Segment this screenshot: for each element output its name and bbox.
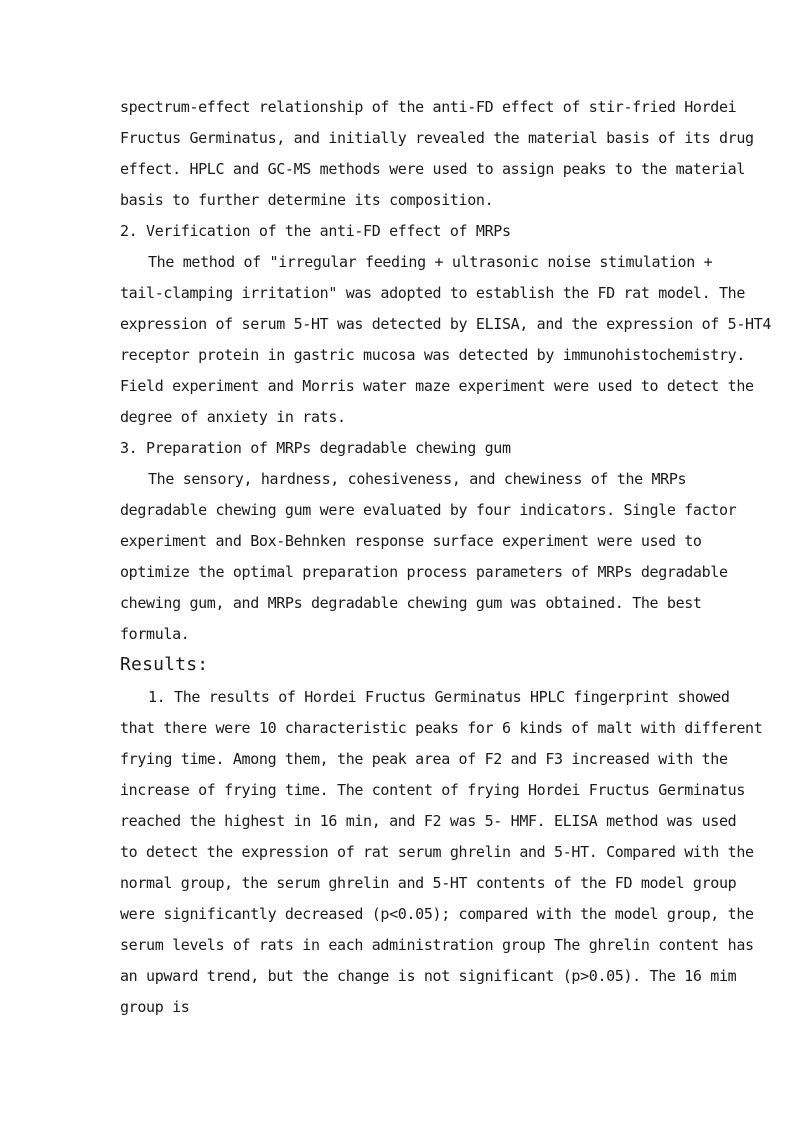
text-line: an upward trend, but the change is not significant (p>0.05). The 16 mim	[120, 967, 737, 985]
section-2-heading: 2. Verification of the anti-FD effect of MRPs	[120, 222, 511, 240]
text-line: serum levels of rats in each administration group The ghrelin content has	[120, 936, 754, 954]
intro-paragraph	[120, 92, 754, 216]
results-paragraph	[120, 682, 763, 1023]
text-line: spectrum-effect relationship of the anti-FD effect of stir-fried Hordei	[120, 98, 737, 116]
text-line: were significantly decreased (p<0.05); compared with the model group, the	[120, 905, 754, 923]
text-line: reached the highest in 16 min, and F2 was 5- HMF. ELISA method was used	[120, 812, 737, 830]
text-line: The sensory, hardness, cohesiveness, and chewiness of the MRPs	[148, 470, 687, 488]
text-line: tail-clamping irritation" was adopted to establish the FD rat model. The	[120, 284, 746, 302]
text-line: to detect the expression of rat serum ghrelin and 5-HT. Compared with the	[120, 843, 754, 861]
text-line: receptor protein in gastric mucosa was detected by immunohistochemistry.	[120, 346, 746, 364]
text-line: frying time. Among them, the peak area of F2 and F3 increased with the	[120, 750, 728, 768]
text-line: formula.	[120, 625, 190, 643]
section-2-paragraph	[120, 247, 772, 433]
text-line: chewing gum, and MRPs degradable chewing gum was obtained. The best	[120, 594, 702, 612]
text-line: Field experiment and Morris water maze experiment were used to detect the	[120, 377, 754, 395]
text-line: normal group, the serum ghrelin and 5-HT contents of the FD model group	[120, 874, 737, 892]
text-line: expression of serum 5-HT was detected by ELISA, and the expression of 5-HT4	[120, 315, 772, 333]
document-page	[120, 92, 772, 1023]
text-line: The method of "irregular feeding + ultrasonic noise stimulation +	[148, 253, 713, 271]
text-line: 1. The results of Hordei Fructus Germinatus HPLC fingerprint showed	[148, 688, 730, 706]
results-title: Results:	[120, 654, 209, 675]
text-line: degradable chewing gum were evaluated by four indicators. Single factor	[120, 501, 737, 519]
text-line: increase of frying time. The content of frying Hordei Fructus Germinatus	[120, 781, 746, 799]
section-3-paragraph	[120, 464, 737, 650]
text-line: optimize the optimal preparation process parameters of MRPs degradable	[120, 563, 728, 581]
text-line: that there were 10 characteristic peaks for 6 kinds of malt with different	[120, 719, 763, 737]
text-line: basis to further determine its composition.	[120, 191, 494, 209]
text-line: degree of anxiety in rats.	[120, 408, 346, 426]
text-line: experiment and Box-Behnken response surface experiment were used to	[120, 532, 702, 550]
text-line: group is	[120, 998, 190, 1016]
section-3-heading: 3. Preparation of MRPs degradable chewing gum	[120, 439, 511, 457]
text-line: effect. HPLC and GC-MS methods were used to assign peaks to the material	[120, 160, 746, 178]
text-line: Fructus Germinatus, and initially revealed the material basis of its drug	[120, 129, 754, 147]
